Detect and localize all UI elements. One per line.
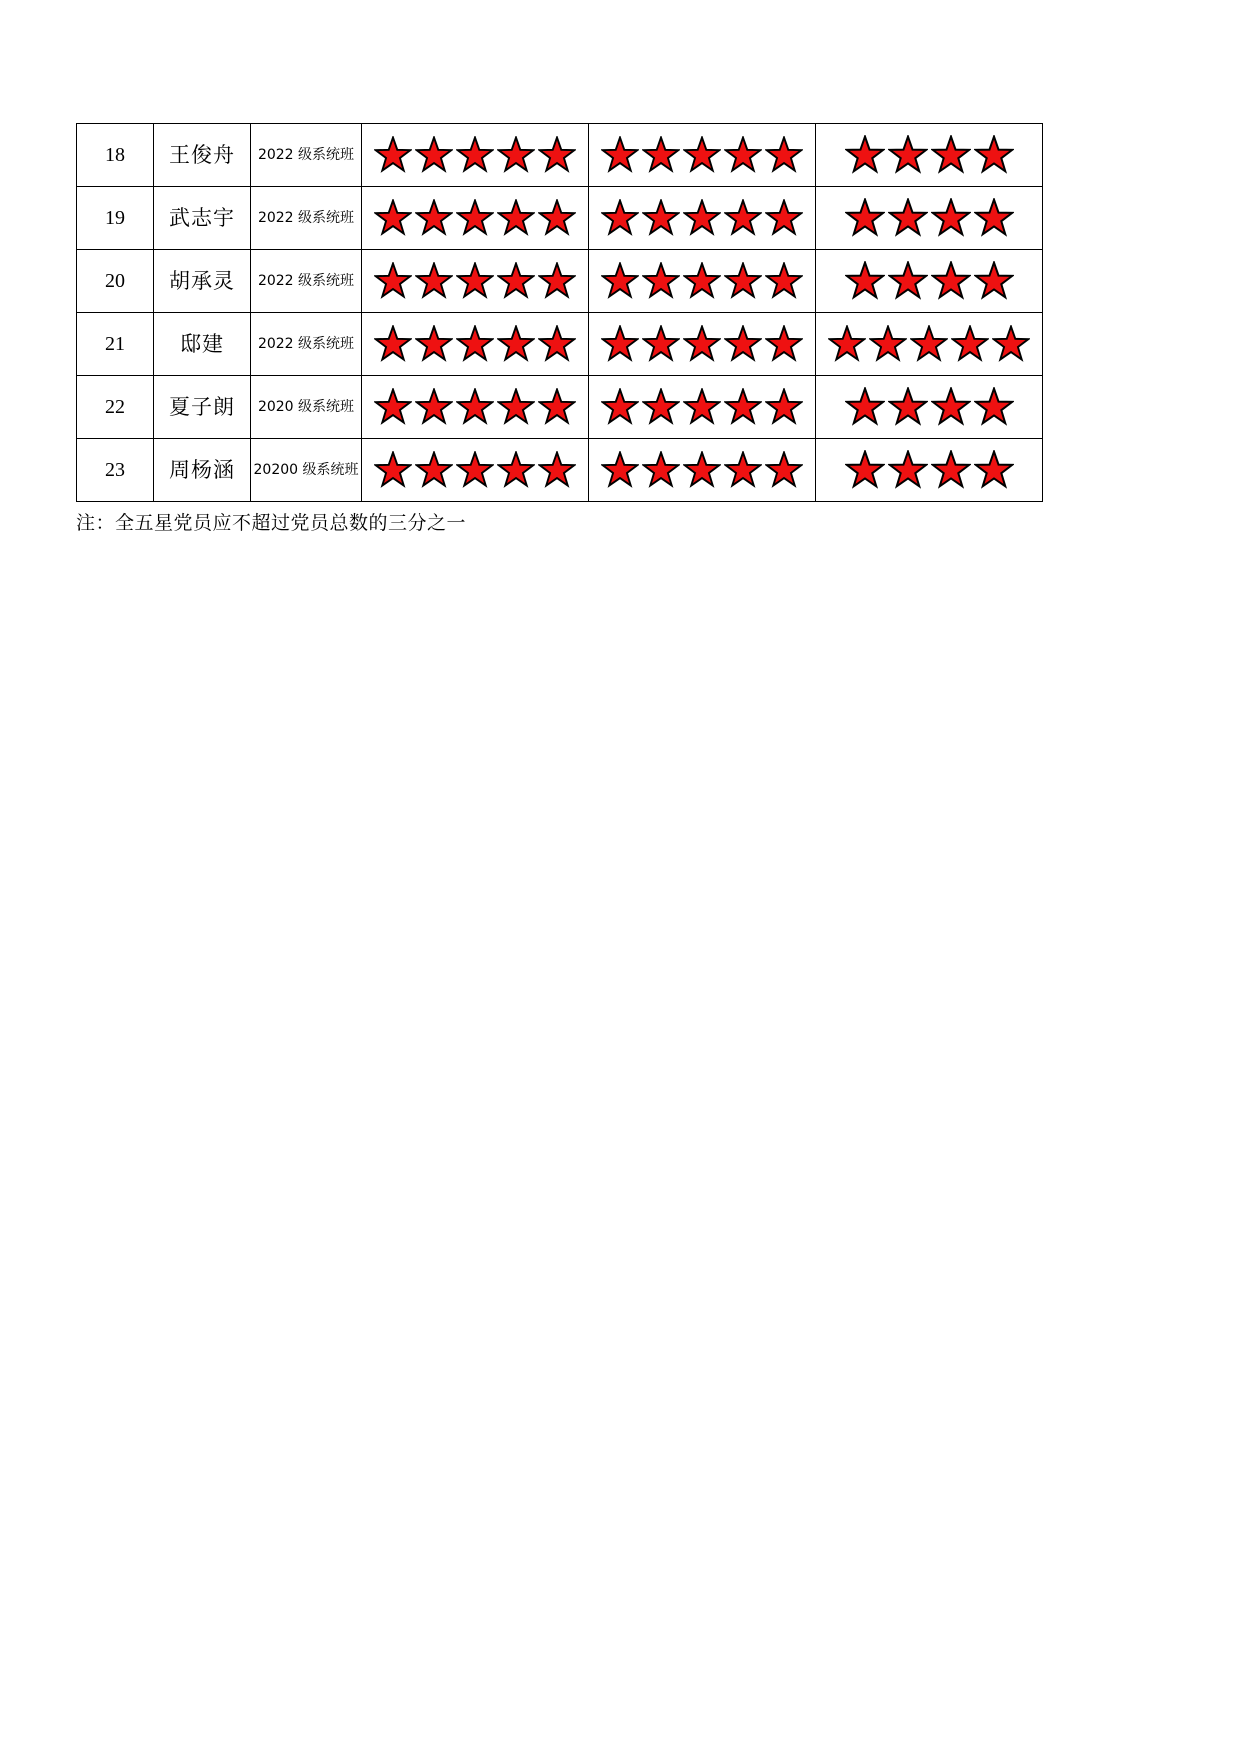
star-group (816, 187, 1042, 249)
cell-name: 武志宇 (154, 187, 251, 250)
star-icon (888, 198, 928, 238)
star-icon (456, 325, 494, 363)
cell-name: 胡承灵 (154, 250, 251, 313)
star-group (589, 439, 815, 501)
star-icon (683, 388, 721, 426)
star-icon (869, 325, 907, 363)
cell-name: 夏子朗 (154, 376, 251, 439)
cell-stars (816, 313, 1043, 376)
star-icon (974, 261, 1014, 301)
star-icon (456, 262, 494, 300)
star-icon (931, 450, 971, 490)
cell-stars (589, 250, 816, 313)
star-group (816, 313, 1042, 375)
star-icon (601, 325, 639, 363)
star-group (362, 187, 588, 249)
star-icon (845, 198, 885, 238)
cell-class: 2020 级系统班 (251, 376, 362, 439)
star-icon (724, 199, 762, 237)
star-icon (845, 261, 885, 301)
star-icon (415, 388, 453, 426)
star-icon (374, 199, 412, 237)
star-icon (415, 325, 453, 363)
star-icon (931, 387, 971, 427)
cell-stars (362, 313, 589, 376)
cell-name: 邸建 (154, 313, 251, 376)
star-group (589, 313, 815, 375)
star-icon (642, 388, 680, 426)
star-icon (456, 451, 494, 489)
cell-class: 2022 级系统班 (251, 313, 362, 376)
star-icon (724, 136, 762, 174)
star-icon (374, 262, 412, 300)
table-row (77, 439, 1043, 502)
star-icon (497, 388, 535, 426)
star-icon (601, 451, 639, 489)
star-icon (683, 199, 721, 237)
star-icon (974, 198, 1014, 238)
star-icon (601, 388, 639, 426)
cell-stars (816, 124, 1043, 187)
star-icon (974, 450, 1014, 490)
star-icon (683, 325, 721, 363)
cell-stars (362, 439, 589, 502)
cell-stars (362, 124, 589, 187)
star-icon (497, 262, 535, 300)
star-icon (992, 325, 1030, 363)
star-icon (765, 325, 803, 363)
star-icon (601, 136, 639, 174)
star-icon (456, 136, 494, 174)
star-group (589, 187, 815, 249)
star-group (362, 376, 588, 438)
star-icon (642, 199, 680, 237)
star-group (589, 250, 815, 312)
star-icon (683, 451, 721, 489)
star-icon (931, 261, 971, 301)
star-icon (415, 262, 453, 300)
cell-stars (589, 439, 816, 502)
star-group (362, 439, 588, 501)
cell-class: 2022 级系统班 (251, 124, 362, 187)
star-icon (765, 262, 803, 300)
star-icon (374, 388, 412, 426)
star-icon (765, 451, 803, 489)
cell-stars (816, 439, 1043, 502)
star-group (362, 124, 588, 186)
cell-stars (589, 376, 816, 439)
star-icon (497, 451, 535, 489)
star-group (816, 124, 1042, 186)
table-row (77, 376, 1043, 439)
star-icon (415, 136, 453, 174)
star-group (816, 376, 1042, 438)
star-icon (601, 262, 639, 300)
star-icon (845, 450, 885, 490)
star-icon (910, 325, 948, 363)
star-icon (765, 388, 803, 426)
star-icon (931, 135, 971, 175)
cell-index: 19 (77, 187, 154, 250)
star-icon (497, 136, 535, 174)
table-row (77, 124, 1043, 187)
star-group (362, 250, 588, 312)
cell-stars (816, 376, 1043, 439)
star-group (816, 250, 1042, 312)
star-icon (888, 450, 928, 490)
star-icon (497, 199, 535, 237)
star-icon (724, 451, 762, 489)
table-row (77, 187, 1043, 250)
star-icon (497, 325, 535, 363)
star-icon (888, 135, 928, 175)
table-note: 注：全五星党员应不超过党员总数的三分之一 (76, 512, 467, 534)
cell-class: 2022 级系统班 (251, 250, 362, 313)
cell-stars (362, 250, 589, 313)
star-icon (683, 262, 721, 300)
star-icon (642, 451, 680, 489)
star-icon (374, 325, 412, 363)
star-group (589, 376, 815, 438)
star-icon (538, 388, 576, 426)
star-icon (974, 387, 1014, 427)
star-icon (724, 325, 762, 363)
star-icon (642, 262, 680, 300)
star-icon (538, 262, 576, 300)
cell-stars (816, 187, 1043, 250)
star-icon (951, 325, 989, 363)
cell-index: 18 (77, 124, 154, 187)
star-icon (931, 198, 971, 238)
cell-name: 周杨涵 (154, 439, 251, 502)
star-icon (538, 451, 576, 489)
star-icon (538, 325, 576, 363)
cell-class: 2022 级系统班 (251, 187, 362, 250)
star-icon (642, 136, 680, 174)
star-icon (374, 451, 412, 489)
star-icon (415, 199, 453, 237)
cell-index: 20 (77, 250, 154, 313)
cell-stars (362, 187, 589, 250)
cell-class: 20200 级系统班 (251, 439, 362, 502)
cell-stars (816, 250, 1043, 313)
star-icon (845, 135, 885, 175)
star-icon (456, 199, 494, 237)
cell-stars (589, 187, 816, 250)
star-icon (974, 135, 1014, 175)
star-group (589, 124, 815, 186)
star-icon (888, 261, 928, 301)
cell-stars (589, 124, 816, 187)
star-icon (724, 262, 762, 300)
star-group (362, 313, 588, 375)
cell-index: 22 (77, 376, 154, 439)
cell-index: 23 (77, 439, 154, 502)
star-icon (538, 199, 576, 237)
star-icon (765, 136, 803, 174)
cell-index: 21 (77, 313, 154, 376)
star-icon (538, 136, 576, 174)
star-icon (374, 136, 412, 174)
table-row (77, 313, 1043, 376)
star-icon (845, 387, 885, 427)
star-icon (828, 325, 866, 363)
star-icon (683, 136, 721, 174)
star-icon (456, 388, 494, 426)
star-icon (724, 388, 762, 426)
star-icon (765, 199, 803, 237)
star-icon (642, 325, 680, 363)
star-icon (888, 387, 928, 427)
cell-name: 王俊舟 (154, 124, 251, 187)
star-group (816, 439, 1042, 501)
star-rating-table (76, 123, 1043, 502)
star-icon (415, 451, 453, 489)
table-row (77, 250, 1043, 313)
cell-stars (589, 313, 816, 376)
table-body (77, 124, 1043, 502)
star-icon (601, 199, 639, 237)
cell-stars (362, 376, 589, 439)
